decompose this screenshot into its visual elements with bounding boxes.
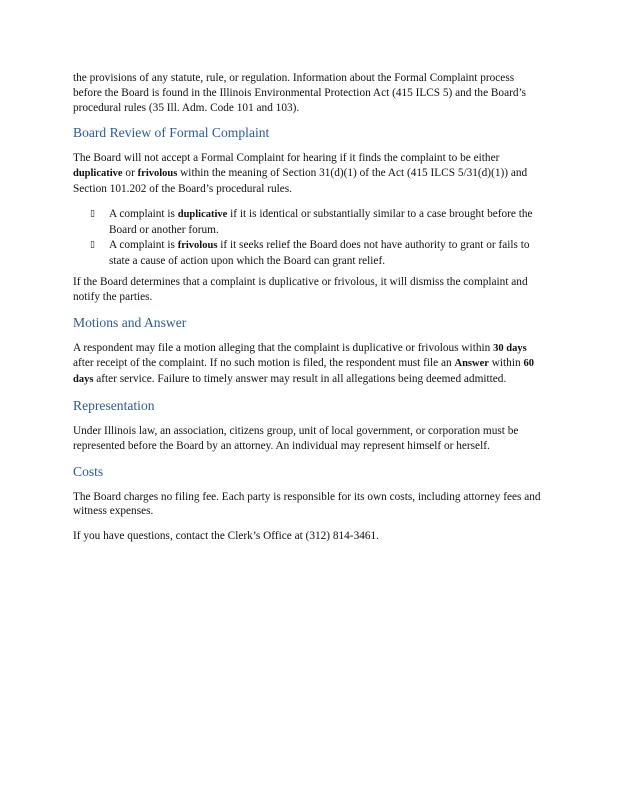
list-item — [73, 207, 545, 238]
deadline-term: 30 days — [493, 342, 527, 354]
definitions-list — [73, 207, 545, 269]
section-costs — [73, 464, 545, 544]
frivolous-term: frivolous — [137, 168, 178, 180]
section-representation — [73, 398, 545, 454]
document-body — [73, 71, 545, 554]
text-span: The Board will not accept a Formal Complaint for hearing if it finds the complaint to be either — [73, 152, 500, 165]
text-span: A complaint is — [109, 239, 178, 252]
list-item — [73, 238, 545, 269]
frivolous-term: frivolous — [177, 240, 218, 252]
section-heading: Representation — [73, 397, 155, 413]
text-span: if it is identical or substantially similar to a case brought before the Board or another forum. — [109, 207, 533, 236]
section-heading: Costs — [73, 463, 104, 479]
section-motions-answer — [73, 315, 545, 388]
answer-term: Answer — [454, 358, 489, 370]
contact-paragraph: If you have questions, contact the Clerk’s Office at (312) 814-3461. — [73, 530, 379, 543]
section-heading: Board Review of Formal Complaint — [73, 125, 270, 141]
text-span: A respondent may file a motion alleging that the complaint is duplicative or frivolous within — [73, 341, 494, 354]
text-span: within the meaning of Section 31(d)(1) of the Act (415 ILCS 5/31(d)(1)) and Section 101.202 of the Board’s procedural rules. — [73, 167, 528, 195]
dismissal-paragraph: If the Board determines that a complaint is duplicative or frivolous, it will dismiss the complaint and notify the parties. — [73, 275, 528, 303]
intro-paragraph: the provisions of any statute, rule, or regulation. Information about the Formal Complaint process before the Board is found in the Illinois Environmental Protection Act (415 ILCS 5) and the Board’s procedural rules (35 Ill. Adm. Code 101 and 103). — [73, 72, 527, 114]
bullet-icon: ▯ — [90, 240, 95, 251]
representation-paragraph: Under Illinois law, an association, citizens group, unit of local government, or corporation must be represented before the Board by an attorney. An individual may represent himself or herself. — [73, 424, 519, 452]
bullet-icon: ▯ — [90, 208, 95, 219]
text-span: if it seeks relief the Board does not have authority to grant or fails to state a cause of action upon which the Board can grant relief. — [109, 239, 530, 268]
motions-paragraph — [73, 341, 545, 388]
text-span: A complaint is — [109, 207, 178, 220]
deadline-term: 60 days — [73, 358, 534, 386]
costs-paragraph: The Board charges no filing fee. Each party is responsible for its own costs, including attorney fees and witness expenses. — [73, 490, 541, 518]
section-board-review — [73, 125, 545, 304]
text-span: or — [122, 167, 138, 180]
duplicative-term: duplicative — [177, 208, 228, 220]
text-span: after receipt of the complaint. If no such motion is filed, the respondent must file an — [73, 357, 455, 370]
text-span: within — [488, 357, 524, 370]
duplicative-term: duplicative — [73, 168, 123, 180]
text-span: after service. Failure to timely answer may result in all allegations being deemed admitted. — [93, 373, 507, 386]
section-heading: Motions and Answer — [73, 314, 187, 330]
board-review-paragraph — [73, 151, 545, 196]
